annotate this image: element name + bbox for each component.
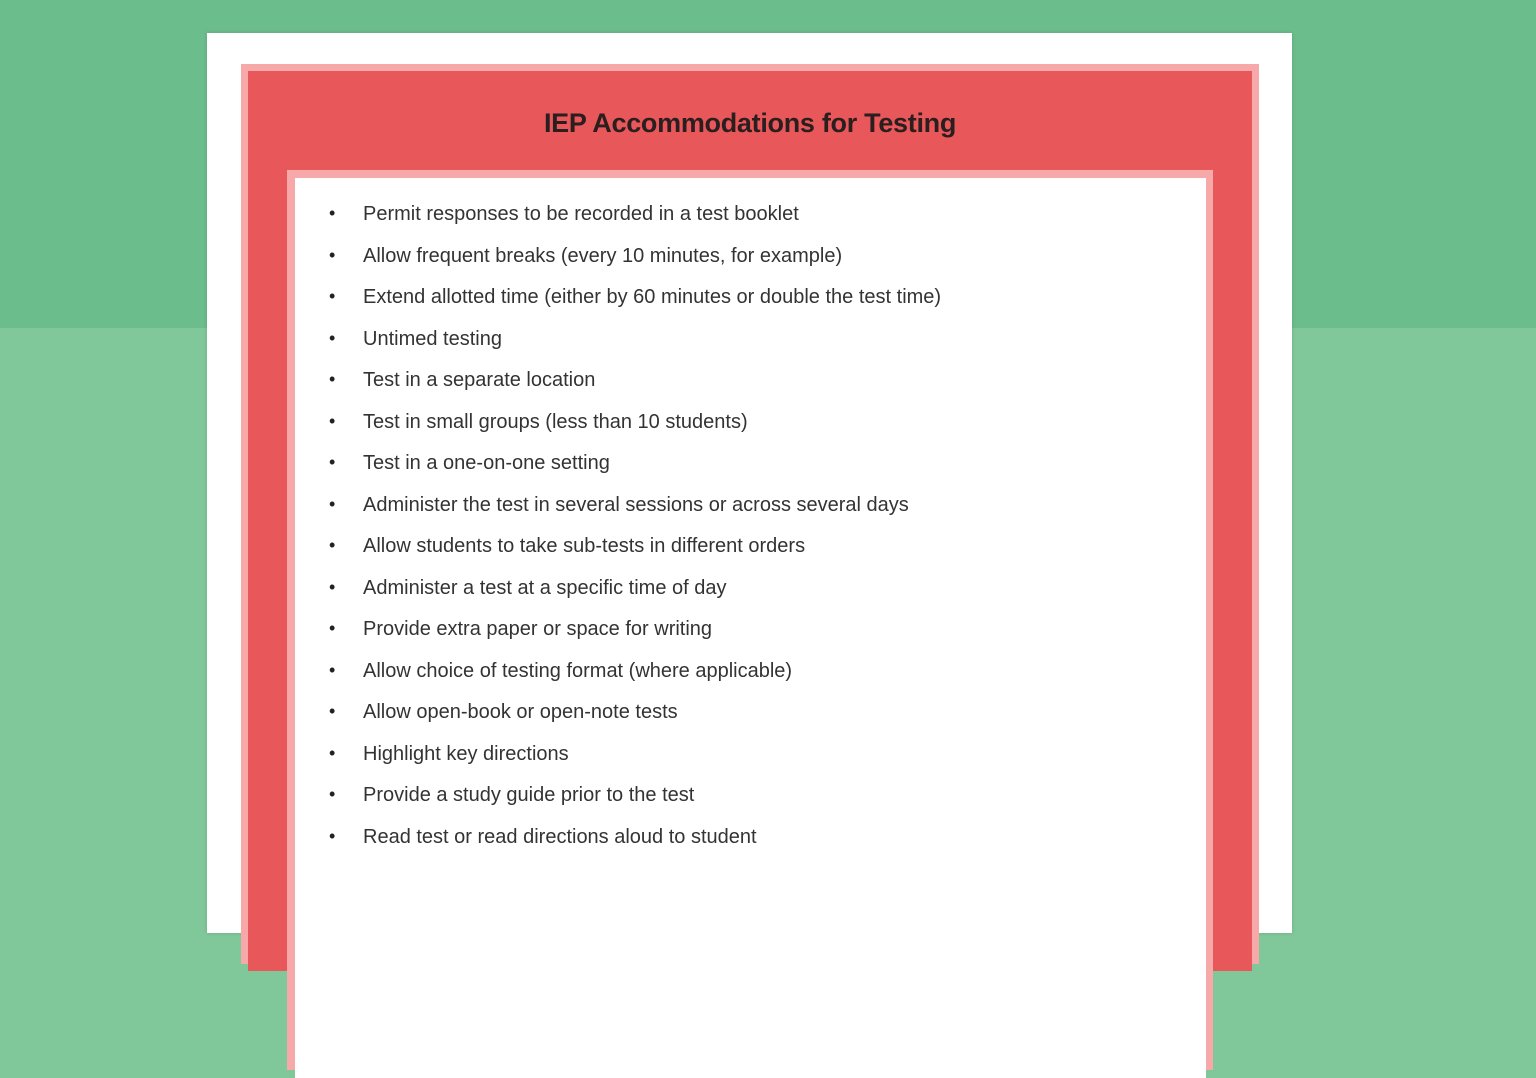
list-item <box>325 452 941 494</box>
bullet-icon: • <box>329 286 336 306</box>
bullet-icon: • <box>329 327 336 348</box>
list-item-text: Highlight key directions <box>363 742 569 765</box>
bullet-icon: • <box>329 576 336 597</box>
list-item-text: Test in a one-on-one setting <box>363 452 610 474</box>
list-item <box>325 577 941 619</box>
list-item <box>325 286 941 328</box>
bullet-icon: • <box>329 452 336 472</box>
list-item-text: Permit responses to be recorded in a test booklet <box>363 203 799 225</box>
list-item-text: Untimed testing <box>363 327 502 350</box>
list-item-text: Administer the test in several sessions or across several days <box>363 493 909 516</box>
bullet-icon: • <box>329 410 336 431</box>
bullet-icon: • <box>329 493 336 514</box>
list-item <box>325 369 941 411</box>
list-item-text: Read test or read directions aloud to student <box>363 825 757 848</box>
list-item-text: Test in a separate location <box>363 369 596 391</box>
bullet-icon: • <box>329 825 336 846</box>
list-item-text: Allow students to take sub-tests in different orders <box>363 535 806 557</box>
list-item <box>325 245 941 287</box>
list-item <box>325 203 941 245</box>
list-item <box>325 618 941 660</box>
list-item <box>325 826 941 868</box>
bullet-icon: • <box>329 742 336 763</box>
list-item <box>325 743 941 785</box>
list-item <box>325 784 941 826</box>
list-item-text: Extend allotted time (either by 60 minutes or double the test time) <box>363 286 942 308</box>
bullet-icon: • <box>329 369 336 389</box>
bullet-icon: • <box>329 659 336 680</box>
list-item-text: Test in small groups (less than 10 students) <box>363 410 748 433</box>
list-item <box>325 411 941 453</box>
bullet-icon: • <box>329 784 336 804</box>
bullet-icon: • <box>329 244 336 265</box>
list-item-text: Provide a study guide prior to the test <box>363 784 695 806</box>
list-item <box>325 535 941 577</box>
list-item <box>325 328 941 370</box>
list-item-text: Allow choice of testing format (where applicable) <box>363 659 793 682</box>
bullet-icon: • <box>329 618 336 638</box>
document-title: IEP Accommodations for Testing <box>543 108 957 138</box>
list-item <box>325 660 941 702</box>
list-item-text: Provide extra paper or space for writing <box>363 618 713 640</box>
list-item-text: Allow frequent breaks (every 10 minutes, for example) <box>363 244 843 267</box>
list-item <box>325 701 941 743</box>
list-item-text: Administer a test at a specific time of day <box>363 576 727 599</box>
list-item <box>325 494 941 536</box>
list-item-text: Allow open-book or open-note tests <box>363 701 678 723</box>
bullet-icon: • <box>329 203 336 223</box>
accommodations-list <box>325 203 941 867</box>
bullet-icon: • <box>329 701 336 721</box>
bullet-icon: • <box>329 535 336 555</box>
